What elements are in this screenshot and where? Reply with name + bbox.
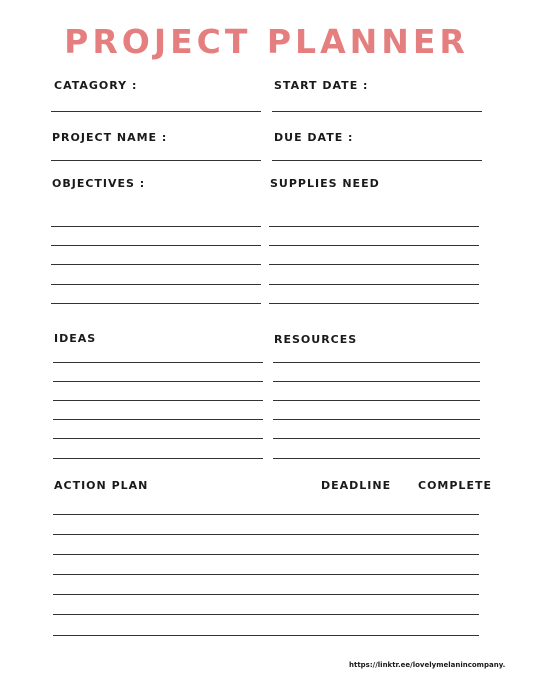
action-plan-line[interactable] xyxy=(53,534,479,535)
objectives-line[interactable] xyxy=(51,226,261,227)
objectives-line[interactable] xyxy=(51,245,261,246)
complete-label: COMPLETE xyxy=(418,479,492,492)
objectives-label: OBJECTIVES : xyxy=(52,177,146,190)
action-plan-label: ACTION PLAN xyxy=(54,479,149,492)
project-name-label: PROJECT NAME : xyxy=(52,131,168,144)
ideas-line[interactable] xyxy=(53,438,263,439)
ideas-line[interactable] xyxy=(53,381,263,382)
resources-line[interactable] xyxy=(273,419,480,420)
category-line[interactable] xyxy=(51,111,261,112)
resources-line[interactable] xyxy=(273,458,480,459)
footer-link[interactable]: https://linktr.ee/lovelymelanincompany. xyxy=(349,661,506,669)
action-plan-line[interactable] xyxy=(53,554,479,555)
ideas-label: IDEAS xyxy=(54,332,97,345)
supplies-line[interactable] xyxy=(269,264,479,265)
action-plan-line[interactable] xyxy=(53,635,479,636)
supplies-line[interactable] xyxy=(269,303,479,304)
action-plan-line[interactable] xyxy=(53,614,479,615)
action-plan-line[interactable] xyxy=(53,514,479,515)
page-title: PROJECT PLANNER xyxy=(64,22,469,61)
resources-line[interactable] xyxy=(273,438,480,439)
project-name-line[interactable] xyxy=(51,160,261,161)
deadline-label: DEADLINE xyxy=(321,479,392,492)
ideas-line[interactable] xyxy=(53,400,263,401)
start-date-label: START DATE : xyxy=(274,79,369,92)
resources-line[interactable] xyxy=(273,381,480,382)
ideas-line[interactable] xyxy=(53,419,263,420)
supplies-line[interactable] xyxy=(269,245,479,246)
due-date-label: DUE DATE : xyxy=(274,131,354,144)
supplies-line[interactable] xyxy=(269,284,479,285)
ideas-line[interactable] xyxy=(53,362,263,363)
start-date-line[interactable] xyxy=(272,111,482,112)
objectives-line[interactable] xyxy=(51,284,261,285)
resources-label: RESOURCES xyxy=(274,333,358,346)
resources-line[interactable] xyxy=(273,400,480,401)
objectives-line[interactable] xyxy=(51,303,261,304)
category-label: CATAGORY : xyxy=(54,79,138,92)
objectives-line[interactable] xyxy=(51,264,261,265)
action-plan-line[interactable] xyxy=(53,574,479,575)
ideas-line[interactable] xyxy=(53,458,263,459)
due-date-line[interactable] xyxy=(272,160,482,161)
supplies-line[interactable] xyxy=(269,226,479,227)
supplies-label: SUPPLIES NEED xyxy=(270,177,380,190)
action-plan-line[interactable] xyxy=(53,594,479,595)
resources-line[interactable] xyxy=(273,362,480,363)
